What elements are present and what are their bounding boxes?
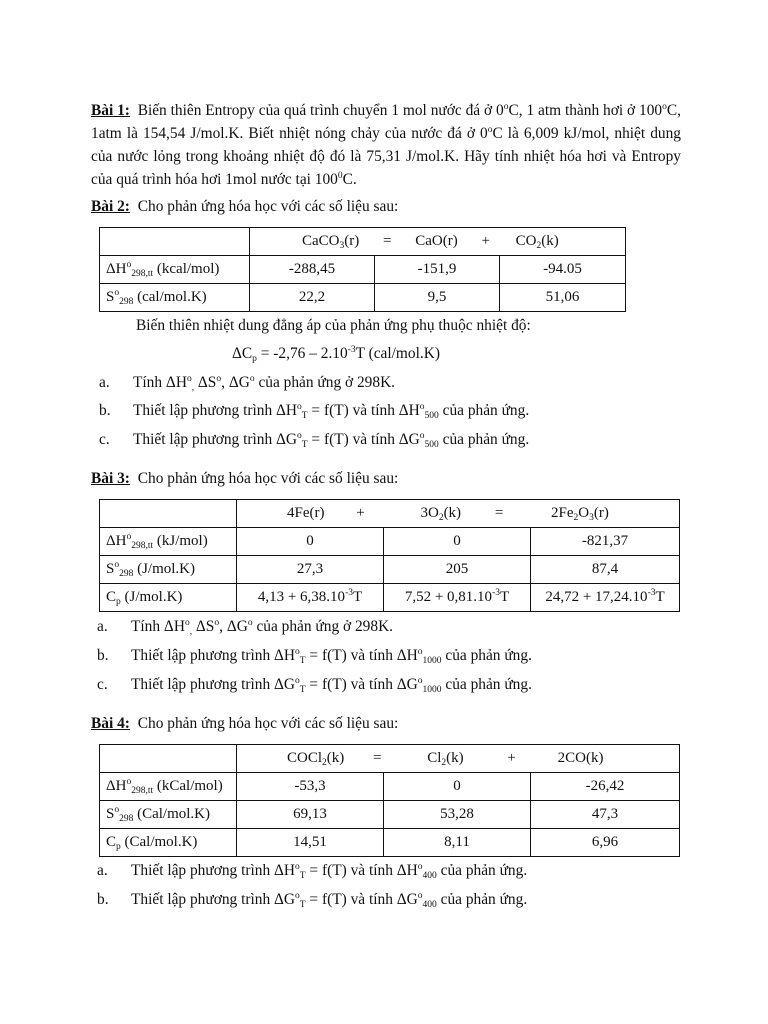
q-text-3: , ΔG xyxy=(221,374,250,391)
q-text-3: của phản ứng. xyxy=(436,891,528,908)
formula-sub: p xyxy=(252,354,257,364)
q-sub: T xyxy=(299,656,306,666)
q-sup: o xyxy=(295,891,300,901)
q-sub-2: 1000 xyxy=(422,685,442,695)
bai1-sup-2: o xyxy=(662,102,667,112)
bai3-row-cp-v3 xyxy=(531,584,680,612)
bai1-text-1: Biến thiên Entropy của quá trình chuyển 1 mol nước đá ở 0 xyxy=(137,102,504,119)
q-text-3: của phản ứng. xyxy=(441,647,532,664)
cp-text-2: T xyxy=(499,589,510,605)
cp-sup: -3 xyxy=(647,588,656,598)
bai4-species-3: 2CO(k) xyxy=(557,750,604,766)
bai4-row-cp xyxy=(100,829,680,857)
q-text-3: của phản ứng. xyxy=(441,676,532,693)
bai2-heading xyxy=(91,197,398,217)
cp-sup: -3 xyxy=(345,588,353,598)
q-text-3: của phản ứng. xyxy=(438,402,530,419)
bai4-species-1 xyxy=(287,750,344,767)
q-sub-2: 1000 xyxy=(422,656,442,666)
bai4-label: Bài 4: xyxy=(91,715,130,732)
question-marker: c. xyxy=(97,676,108,693)
q-text: Thiết lập phương trình ΔH xyxy=(131,862,296,879)
label-sup: o xyxy=(114,805,120,815)
bai3-species-3-state: (r) xyxy=(593,505,609,521)
bai4-row-dh xyxy=(100,773,680,801)
bai4-row-dh-label xyxy=(100,773,237,801)
bai3-question-a xyxy=(97,617,393,637)
bai2-species-2: CaO(r) xyxy=(415,233,458,249)
bai1-text-4: C là 6,009 kJ/mol, nhiệt dung của nước lỏng trong khoảng nhiệt độ đó là 75,31 J/mol.K. Hãy tính nhiệt hóa hơi và Entropy của quá trình hóa hơi 1mol nước tại 100 xyxy=(91,125,681,188)
q-text-2: = f(T) và tính ΔG xyxy=(307,431,420,448)
bai2-row-s-v3: 51,06 xyxy=(500,284,626,312)
bai4-plus: + xyxy=(507,750,516,766)
q-sup: o xyxy=(295,862,300,872)
label-text: C xyxy=(106,589,117,605)
bai3-row-cp xyxy=(100,584,680,612)
bai3-intro: Cho phản ứng hóa học với các số liệu sau: xyxy=(137,470,399,487)
bai1-text-5: C. xyxy=(342,171,357,188)
q-sub: , xyxy=(189,627,193,637)
bai2-empty-cell xyxy=(100,228,250,256)
bai3-equation xyxy=(237,500,680,528)
bai4-species-1-text: COCl xyxy=(287,750,323,766)
bai3-question-b xyxy=(97,646,532,666)
bai4-row-s xyxy=(100,801,680,829)
bai2-equation xyxy=(250,228,626,256)
bai2-row-s-label xyxy=(100,284,250,312)
label-text: ΔH xyxy=(106,778,127,794)
bai3-row-cp-v2 xyxy=(384,584,531,612)
bai3-equation-row xyxy=(100,500,680,528)
bai4-heading xyxy=(91,714,398,734)
q-text-3: , ΔG xyxy=(219,618,248,635)
q-sup-2: o xyxy=(417,676,423,686)
q-sub: T xyxy=(299,871,306,881)
label-sub: p xyxy=(116,597,121,607)
bai3-species-2-sub: 2 xyxy=(438,513,444,523)
bai3-species-3-sub-2: 3 xyxy=(589,513,594,523)
label-sub: 298,tt xyxy=(131,786,154,796)
bai2-question-c xyxy=(99,430,529,450)
bai3-species-2-text: 3O xyxy=(420,505,439,521)
bai4-row-s-label xyxy=(100,801,237,829)
bai4-equals: = xyxy=(373,750,382,766)
q-text: Tính ΔH xyxy=(131,618,185,635)
label-sub: 298,tt xyxy=(131,541,154,551)
formula-text-2: = -2,76 – 2.10 xyxy=(256,345,348,362)
bai3-row-s-v2: 205 xyxy=(384,556,531,584)
bai3-row-s-label xyxy=(100,556,237,584)
bai4-intro: Cho phản ứng hóa học với các số liệu sau: xyxy=(137,715,399,732)
q-sub-2: 400 xyxy=(422,900,437,910)
bai3-species-3-mid: O xyxy=(578,505,590,521)
bai3-row-dh-v3: -821,37 xyxy=(531,528,680,556)
q-sup-2: o xyxy=(417,891,423,901)
q-sup-3: o xyxy=(247,618,253,628)
label-unit: (Cal/mol.K) xyxy=(133,806,210,822)
label-sub: 298 xyxy=(119,569,134,579)
bai3-row-dh-v2: 0 xyxy=(384,528,531,556)
q-text-2: = f(T) và tính ΔH xyxy=(305,647,418,664)
q-text-2: = f(T) và tính ΔG xyxy=(305,676,418,693)
bai4-row-dh-v1: -53,3 xyxy=(237,773,384,801)
bai4-row-cp-v2: 8,11 xyxy=(384,829,531,857)
bai2-row-dh-v3: -94.05 xyxy=(500,256,626,284)
q-sub-2: 500 xyxy=(424,411,439,421)
cp-text: 4,13 + 6,38.10 xyxy=(257,589,346,605)
bai2-row-dh xyxy=(100,256,626,284)
label-text: C xyxy=(106,834,117,850)
label-unit: (cal/mol.K) xyxy=(133,289,207,305)
q-sub: T xyxy=(301,411,308,421)
q-text: Thiết lập phương trình ΔG xyxy=(131,676,296,693)
q-text: Thiết lập phương trình ΔH xyxy=(133,402,298,419)
bai2-species-1-text: CaCO xyxy=(302,233,340,249)
q-text-2: = f(T) và tính ΔH xyxy=(305,862,418,879)
label-unit: (J/mol.K) xyxy=(120,589,183,605)
bai4-row-cp-v1: 14,51 xyxy=(237,829,384,857)
q-text-3: của phản ứng. xyxy=(436,862,528,879)
bai2-formula xyxy=(232,344,440,364)
q-text-4: của phản ứng ở 298K. xyxy=(254,374,396,391)
q-sup: o xyxy=(295,676,300,686)
question-marker: a. xyxy=(99,374,110,391)
label-sub: 298 xyxy=(119,814,134,824)
q-sup: o xyxy=(297,431,302,441)
q-sup: o xyxy=(186,374,192,384)
bai3-table xyxy=(99,499,680,612)
q-text-2: = f(T) và tính ΔH xyxy=(307,402,420,419)
cp-text-2: T xyxy=(352,589,363,605)
bai4-equation-row xyxy=(100,745,680,773)
bai3-row-cp-label xyxy=(100,584,237,612)
q-text: Thiết lập phương trình ΔG xyxy=(131,891,296,908)
label-unit: (Cal/mol.K) xyxy=(120,834,198,850)
q-sup: o xyxy=(184,618,190,628)
label-unit: (kCal/mol) xyxy=(153,778,223,794)
q-sub: T xyxy=(301,440,308,450)
bai4-species-2-text: Cl xyxy=(427,750,442,766)
bai3-row-s-v1: 27,3 xyxy=(237,556,384,584)
q-text-3: của phản ứng. xyxy=(438,431,530,448)
bai4-species-2-sub: 2 xyxy=(441,758,447,768)
bai3-row-dh xyxy=(100,528,680,556)
bai4-row-cp-v3: 6,96 xyxy=(531,829,680,857)
bai2-row-s-v1: 22,2 xyxy=(250,284,375,312)
bai3-species-1: 4Fe(r) xyxy=(287,505,325,521)
formula-sup: -3 xyxy=(347,345,356,355)
bai2-equation-row xyxy=(100,228,626,256)
bai2-label: Bài 2: xyxy=(91,198,130,215)
bai3-row-dh-v1: 0 xyxy=(237,528,384,556)
bai4-question-a xyxy=(97,861,527,881)
bai4-species-2 xyxy=(427,750,463,767)
bai4-species-2-state: (k) xyxy=(446,750,464,766)
bai3-species-3 xyxy=(551,505,609,522)
bai2-plus: + xyxy=(481,233,490,249)
bai1-sup-4: 0 xyxy=(337,171,343,181)
label-sup: o xyxy=(126,260,132,270)
bai3-question-c xyxy=(97,675,532,695)
bai3-heading xyxy=(91,469,398,489)
q-text-2: = f(T) và tính ΔG xyxy=(305,891,418,908)
bai2-question-b xyxy=(99,401,529,421)
bai3-species-3-sub-1: 2 xyxy=(573,513,579,523)
q-sup: o xyxy=(295,647,300,657)
q-sub: T xyxy=(299,685,306,695)
bai4-row-dh-v2: 0 xyxy=(384,773,531,801)
label-sup: o xyxy=(126,532,132,542)
bai3-species-2 xyxy=(420,505,461,522)
bai3-row-s-v3: 87,4 xyxy=(531,556,680,584)
q-sub-2: 400 xyxy=(422,871,437,881)
bai4-row-s-v3: 47,3 xyxy=(531,801,680,829)
bai4-species-1-sub: 2 xyxy=(322,758,327,768)
cp-text: 7,52 + 0,81.10 xyxy=(404,589,493,605)
bai3-species-3-text: 2Fe xyxy=(551,505,574,521)
q-text: Thiết lập phương trình ΔG xyxy=(133,431,298,448)
bai1-paragraph xyxy=(91,99,681,191)
label-sub: 298,tt xyxy=(131,269,154,279)
q-text-2: ΔS xyxy=(194,374,217,391)
bai4-row-cp-label xyxy=(100,829,237,857)
q-sub-2: 500 xyxy=(424,440,439,450)
label-sub: 298 xyxy=(119,297,134,307)
formula-text-3: T (cal/mol.K) xyxy=(355,345,440,362)
label-text: S xyxy=(106,561,115,577)
q-text-2: ΔS xyxy=(192,618,215,635)
q-text: Thiết lập phương trình ΔH xyxy=(131,647,296,664)
bai1-sup-3: o xyxy=(487,125,493,135)
bai2-species-3-text: CO xyxy=(515,233,537,249)
bai4-row-s-v1: 69,13 xyxy=(237,801,384,829)
question-marker: c. xyxy=(99,431,110,448)
bai2-row-s xyxy=(100,284,626,312)
bai2-row-s-v2: 9,5 xyxy=(375,284,500,312)
bai2-equals: = xyxy=(383,233,392,249)
bai2-table xyxy=(99,227,626,312)
q-sup-2: o xyxy=(419,402,425,412)
formula-text: ΔC xyxy=(232,345,253,362)
label-unit: (J/mol.K) xyxy=(133,561,196,577)
cp-text: 24,72 + 17,24.10 xyxy=(545,589,648,605)
bai4-question-b xyxy=(97,890,527,910)
q-sup-2: o xyxy=(417,862,423,872)
bai1-sup-1: o xyxy=(503,102,509,112)
label-text: ΔH xyxy=(106,261,127,277)
cp-text-2: T xyxy=(655,589,665,605)
bai4-species-1-state: (k) xyxy=(326,750,345,766)
bai2-row-dh-v2: -151,9 xyxy=(375,256,500,284)
label-text: S xyxy=(106,806,115,822)
bai4-row-dh-v3: -26,42 xyxy=(531,773,680,801)
bai1-label: Bài 1: xyxy=(91,102,130,119)
label-sup: o xyxy=(126,777,132,787)
bai3-row-s xyxy=(100,556,680,584)
label-text: S xyxy=(106,289,115,305)
bai2-species-1 xyxy=(302,233,359,250)
bai4-empty-cell xyxy=(100,745,237,773)
question-marker: a. xyxy=(97,862,108,879)
bai4-row-s-v2: 53,28 xyxy=(384,801,531,829)
bai2-question-a xyxy=(99,373,395,393)
q-sup-2: o xyxy=(214,618,220,628)
q-sup-2: o xyxy=(417,647,423,657)
bai3-equals: = xyxy=(494,505,504,521)
bai2-species-3 xyxy=(516,233,559,250)
bai2-species-3-sub: 2 xyxy=(536,241,542,251)
q-sub: T xyxy=(299,900,306,910)
question-marker: b. xyxy=(97,891,109,908)
bai2-row-dh-label xyxy=(100,256,250,284)
q-sup-2: o xyxy=(216,374,222,384)
q-sup: o xyxy=(297,402,302,412)
bai3-plus: + xyxy=(356,505,365,521)
q-text-4: của phản ứng ở 298K. xyxy=(252,618,394,635)
cp-sup: -3 xyxy=(492,588,500,598)
bai3-row-cp-v1 xyxy=(237,584,384,612)
bai3-species-2-state: (k) xyxy=(443,505,462,521)
bai3-empty-cell xyxy=(100,500,237,528)
label-sub: p xyxy=(116,842,121,852)
q-text: Tính ΔH xyxy=(133,374,187,391)
bai3-label: Bài 3: xyxy=(91,470,130,487)
q-sup-3: o xyxy=(249,374,255,384)
label-unit: (kJ/mol) xyxy=(153,533,208,549)
bai2-species-1-state: (r) xyxy=(344,233,360,249)
bai4-table xyxy=(99,744,680,857)
bai4-equation xyxy=(237,745,680,773)
q-sub: , xyxy=(191,383,195,393)
bai2-species-3-state: (k) xyxy=(541,233,559,249)
label-sup: o xyxy=(114,560,120,570)
bai2-note: Biến thiên nhiệt dung đẳng áp của phản ứng phụ thuộc nhiệt độ: xyxy=(136,317,531,334)
bai1-text-3: C, 1atm là 154,54 J/mol.K. Biết nhiệt nóng chảy của nước đá ở 0 xyxy=(91,102,681,142)
bai1-text-2: C, 1 atm thành hơi ở 100 xyxy=(508,102,663,119)
bai3-row-dh-label xyxy=(100,528,237,556)
question-marker: a. xyxy=(97,618,108,635)
question-marker: b. xyxy=(99,402,111,419)
label-unit: (kcal/mol) xyxy=(153,261,220,277)
bai2-species-1-sub: 3 xyxy=(339,241,345,251)
bai2-intro: Cho phản ứng hóa học với các số liệu sau: xyxy=(137,198,399,215)
question-marker: b. xyxy=(97,647,109,664)
label-sup: o xyxy=(114,288,120,298)
bai2-row-dh-v1: -288,45 xyxy=(250,256,375,284)
label-text: ΔH xyxy=(106,533,127,549)
q-sup-2: o xyxy=(419,431,425,441)
